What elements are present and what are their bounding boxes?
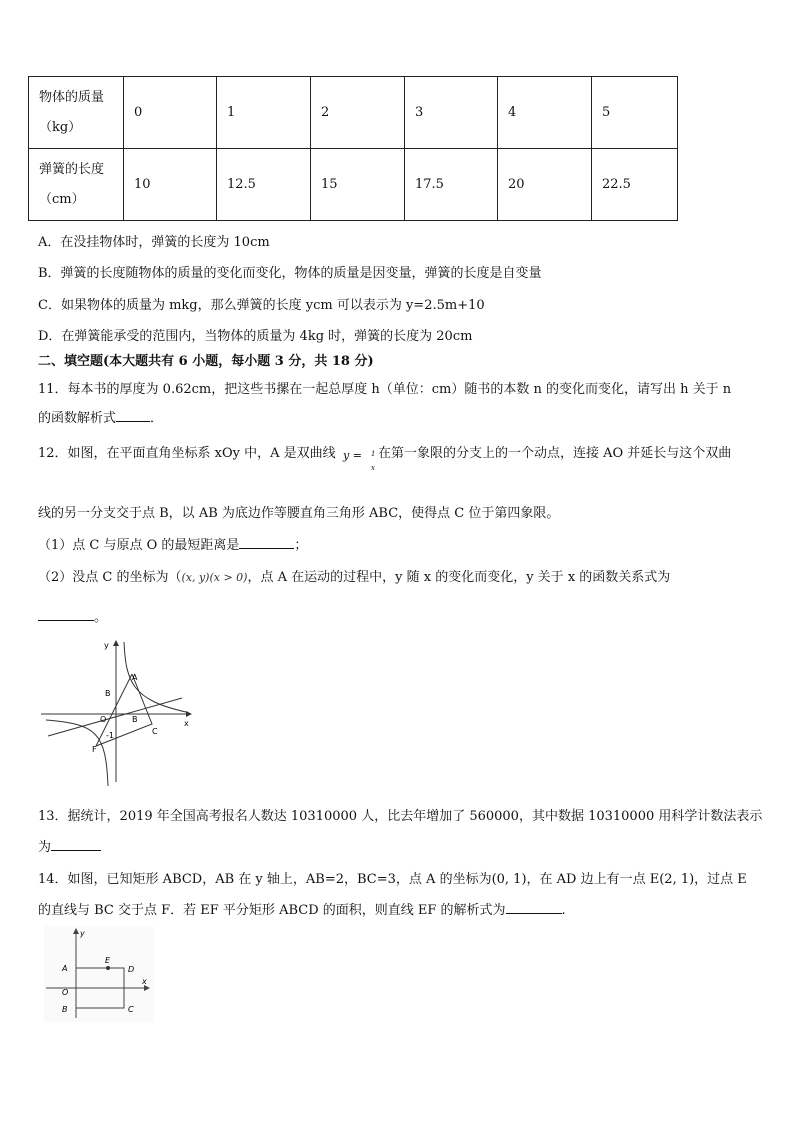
q11-line1: 11．每本书的厚度为 0.62cm，把这些书摞在一起总厚度 h（单位：cm）随书的本数 n 的变化而变化，请写出 h 关于 n xyxy=(38,382,732,397)
header-unit: （cm） xyxy=(39,191,85,207)
equation-numerator: 1 xyxy=(371,450,376,458)
q12-sub2-end: 。 xyxy=(94,610,108,625)
label-f: F xyxy=(92,745,97,754)
equation-lhs: y = xyxy=(343,449,362,462)
point-e xyxy=(106,966,110,970)
label-a: A xyxy=(132,673,138,682)
coordinate-expression: (x, y)(x > 0) xyxy=(181,571,248,584)
option-a: A．在没挂物体时，弹簧的长度为 10cm xyxy=(38,235,270,250)
q13-line2 xyxy=(38,836,101,855)
q13-line1: 13．据统计，2019 年全国高考报名人数达 10310000 人，比去年增加了 560000，其中数据 10310000 用科学计数法表示 xyxy=(38,809,763,824)
table-row xyxy=(29,149,678,221)
table-cell: 2 xyxy=(311,77,405,149)
q11-text: 的函数解析式 xyxy=(38,411,117,426)
answer-blank xyxy=(506,901,562,914)
line-ab xyxy=(48,698,182,736)
table-cell: 10 xyxy=(124,149,217,221)
label-c: C xyxy=(128,1005,134,1014)
label-b: B xyxy=(132,715,138,724)
label-c: C xyxy=(152,727,158,736)
q14-text: 的直线与 BC 交于点 F．若 EF 平分矩形 ABCD 的面积，则直线 EF 的解析式为 xyxy=(38,903,506,918)
row-header xyxy=(29,77,124,149)
q12-sub1-text: （1）点 C 与原点 O 的最短距离是 xyxy=(38,538,240,553)
label-x: x xyxy=(142,977,147,986)
option-c: C．如果物体的质量为 mkg，那么弹簧的长度 ycm 可以表示为 y=2.5m+10 xyxy=(38,298,485,313)
table-cell: 3 xyxy=(405,77,498,149)
table-cell: 5 xyxy=(592,77,678,149)
equation-denominator: x xyxy=(371,464,375,472)
q11-line2 xyxy=(38,407,163,426)
table-cell: 17.5 xyxy=(405,149,498,221)
q12-sub1-end: ； xyxy=(294,538,308,553)
label-a: A xyxy=(62,964,68,973)
label-neg1: -1 xyxy=(106,731,114,740)
header-unit: （kg） xyxy=(39,119,82,135)
answer-blank xyxy=(116,409,150,422)
table-cell: 0 xyxy=(124,77,217,149)
q12-line1a: 12．如图，在平面直角坐标系 xOy 中，A 是双曲线 xyxy=(38,446,336,461)
answer-blank xyxy=(239,536,294,549)
table-cell: 15 xyxy=(311,149,405,221)
figure-14 xyxy=(44,926,154,1022)
label-y: y xyxy=(80,929,85,938)
figure-12 xyxy=(36,632,196,790)
table-row xyxy=(29,77,678,149)
answer-blank xyxy=(51,838,101,851)
label-b-axis: B xyxy=(105,689,111,698)
data-table xyxy=(28,76,678,221)
hyperbola-branch-2 xyxy=(46,720,108,786)
table-cell: 20 xyxy=(498,149,592,221)
q14-end: . xyxy=(561,903,566,918)
option-b: B．弹簧的长度随物体的质量的变化而变化，物体的质量是因变量，弹簧的长度是自变量 xyxy=(38,266,542,281)
section-heading: 二、填空题(本大题共有 6 小题，每小题 3 分，共 18 分) xyxy=(38,354,374,369)
hyperbola-equation xyxy=(343,449,376,472)
q12-line2: 线的另一分支交于点 B，以 AB 为底边作等腰直角三角形 ABC，使得点 C 位于第四象限。 xyxy=(38,506,560,521)
label-y: y xyxy=(104,641,109,650)
label-x: x xyxy=(184,719,189,728)
label-o: O xyxy=(100,715,107,724)
q12-sub2-text: （2）没点 C 的坐标为（ xyxy=(38,570,182,585)
q12-sub2-answer xyxy=(38,606,107,625)
q12-line1b: 在第一象限的分支上的一个动点，连接 AO 并延长与这个双曲 xyxy=(378,446,732,461)
header-line: 物体的质量 xyxy=(39,89,105,105)
label-b: B xyxy=(62,1005,68,1014)
table-cell: 22.5 xyxy=(592,149,678,221)
q12-sub2-text2: ，点 A 在运动的过程中，y 随 x 的变化而变化，y 关于 x 的函数关系式为 xyxy=(247,570,671,585)
row-header xyxy=(29,149,124,221)
table-cell: 1 xyxy=(217,77,311,149)
header-line: 弹簧的长度 xyxy=(39,161,105,177)
answer-blank xyxy=(38,608,94,621)
label-o: O xyxy=(62,988,69,997)
label-e: E xyxy=(105,956,111,965)
x-axis-arrow xyxy=(186,711,192,717)
q12-sub2 xyxy=(38,566,670,585)
table-cell: 12.5 xyxy=(217,149,311,221)
q14-line1: 14．如图，已知矩形 ABCD，AB 在 y 轴上，AB=2，BC=3，点 A 的坐标为(0, 1)，在 AD 边上有一点 E(2, 1)，过点 E xyxy=(38,872,747,887)
triangle-abc xyxy=(96,674,152,746)
q14-line2 xyxy=(38,899,566,918)
option-d: D．在弹簧能承受的范围内，当物体的质量为 4kg 时，弹簧的长度为 20cm xyxy=(38,329,473,344)
y-axis-arrow xyxy=(113,640,119,646)
table-cell: 4 xyxy=(498,77,592,149)
q13-text: 为 xyxy=(38,840,52,855)
label-d: D xyxy=(128,965,135,974)
q12-sub1 xyxy=(38,534,307,553)
q11-end: ． xyxy=(150,411,164,426)
